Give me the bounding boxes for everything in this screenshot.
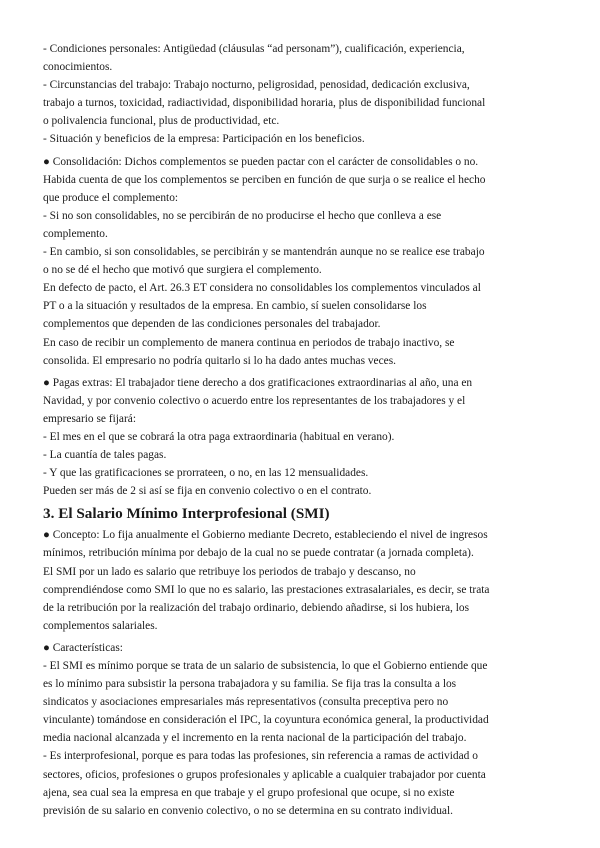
text-line: - Si no son consolidables, no se percibirán de no producirse el hecho que conlleva a ese (43, 209, 442, 222)
text-line: - El SMI es mínimo porque se trata de un salario de subsistencia, lo que el Gobierno entiende que (43, 660, 488, 672)
text-line: En caso de recibir un complemento de manera continua en periodos de trabajo inactivo, se (43, 336, 455, 349)
text-line: Pueden ser más de 2 si así se fija en convenio colectivo o en el contrato. (43, 485, 372, 498)
text-line: complemento. (43, 227, 108, 240)
text-line: ● Pagas extras: El trabajador tiene derecho a dos gratificaciones extraordinarias al año, una en (43, 376, 473, 389)
text-line: - El mes en el que se cobrará la otra paga extraordinaria (habitual en verano). (43, 430, 395, 443)
text-line: Navidad, y por convenio colectivo o acuerdo entre los representantes de los trabajadores y el (43, 394, 466, 407)
text-line: - En cambio, si son consolidables, se percibirán y se mantendrán aunque no se realice ese trabajo (43, 246, 485, 259)
text-line: ● Características: (43, 641, 123, 654)
text-line: es lo mínimo para subsistir la persona trabajadora y su familia. Se fija tras la consulta a los (43, 678, 457, 691)
text-line: complementos salariales. (43, 619, 158, 632)
text-line: media nacional alcanzada y el incremento en la renta nacional de la participación del trabajo. (43, 732, 467, 745)
paragraph-extra-pay (43, 374, 559, 501)
text-line: que produce el complemento: (43, 191, 179, 204)
text-line: o no se dé el hecho que motivó que surgiera el complemento. (43, 264, 322, 277)
text-line: de la retribución por la realización del trabajo ordinario, debiendo añadirse, si los hubiera, los (43, 601, 470, 614)
text-line: - Situación y beneficios de la empresa: Participación en los beneficios. (43, 133, 365, 146)
text-line: empresario se fijará: (43, 412, 136, 425)
text-line: trabajo a turnos, toxicidad, radiactividad, disponibilidad horaria, plus de disponibilidad funcional (43, 97, 486, 110)
text-line: conocimientos. (43, 61, 113, 74)
text-line: - La cuantía de tales pagas. (43, 449, 167, 462)
text-line: complementos que dependen de las condiciones personales del trabajador. (43, 318, 381, 331)
text-line: PT o a la situación y resultados de la empresa. En cambio, sí suelen consolidarse los (43, 300, 427, 313)
text-line: vinculante) tomándose en consideración el IPC, la coyuntura económica general, la productividad (43, 714, 489, 727)
text-line: consolida. El empresario no podría quitarlo si lo ha dado antes muchas veces. (43, 354, 397, 367)
text-line: sectores, oficios, profesiones o grupos profesionales y aplicable a cualquier trabajador por cuenta (43, 768, 486, 781)
text-line: - Y que las gratificaciones se prorrateen, o no, en las 12 mensualidades. (43, 467, 369, 480)
text-line: sindicatos y asociaciones empresariales más representativos (consulta preceptiva pero no (43, 696, 449, 709)
text-line: El SMI por un lado es salario que retribuye los periodos de trabajo y descanso, no (43, 565, 416, 578)
paragraph-complements-types (43, 40, 559, 149)
text-line: ajena, sea cual sea la empresa en que trabaje y el grupo profesional que ocupe, si no existe (43, 786, 455, 799)
text-line: ● Concepto: Lo fija anualmente el Gobierno mediante Decreto, estableciendo el nivel de ingresos (43, 529, 488, 542)
text-line: En defecto de pacto, el Art. 26.3 ET considera no consolidables los complementos vinculados al (43, 282, 481, 295)
text-line: mínimos, retribución mínima por debajo de la cual no se puede contratar (a jornada completa). (43, 547, 474, 560)
text-line: comprendiéndose como SMI lo que no es salario, las prestaciones extrasalariales, es decir, se trata (43, 583, 490, 596)
text-line: o polivalencia funcional, plus de productividad, etc. (43, 115, 280, 128)
text-line: Habida cuenta de que los complementos se perciben en función de que surja o se realice el hecho (43, 173, 486, 186)
document-page (43, 40, 559, 820)
text-line: - Circunstancias del trabajo: Trabajo nocturno, peligrosidad, penosidad, dedicación exclusiva, (43, 79, 470, 92)
text-line: previsión de su salario en convenio colectivo, o no se determina en su contrato individual. (43, 804, 453, 817)
paragraph-consolidation (43, 153, 559, 370)
paragraph-smi-concept (43, 526, 559, 635)
section-heading: 3. El Salario Mínimo Interprofesional (SMI) (43, 505, 330, 523)
text-line: ● Consolidación: Dichos complementos se pueden pactar con el carácter de consolidables o no. (43, 155, 479, 168)
paragraph-smi-characteristics (43, 639, 559, 820)
text-line: - Es interprofesional, porque es para todas las profesiones, sin referencia a ramas de actividad o (43, 750, 478, 763)
text-line: - Condiciones personales: Antigüedad (cláusulas “ad personam”), cualificación, experiencia, (43, 43, 465, 55)
